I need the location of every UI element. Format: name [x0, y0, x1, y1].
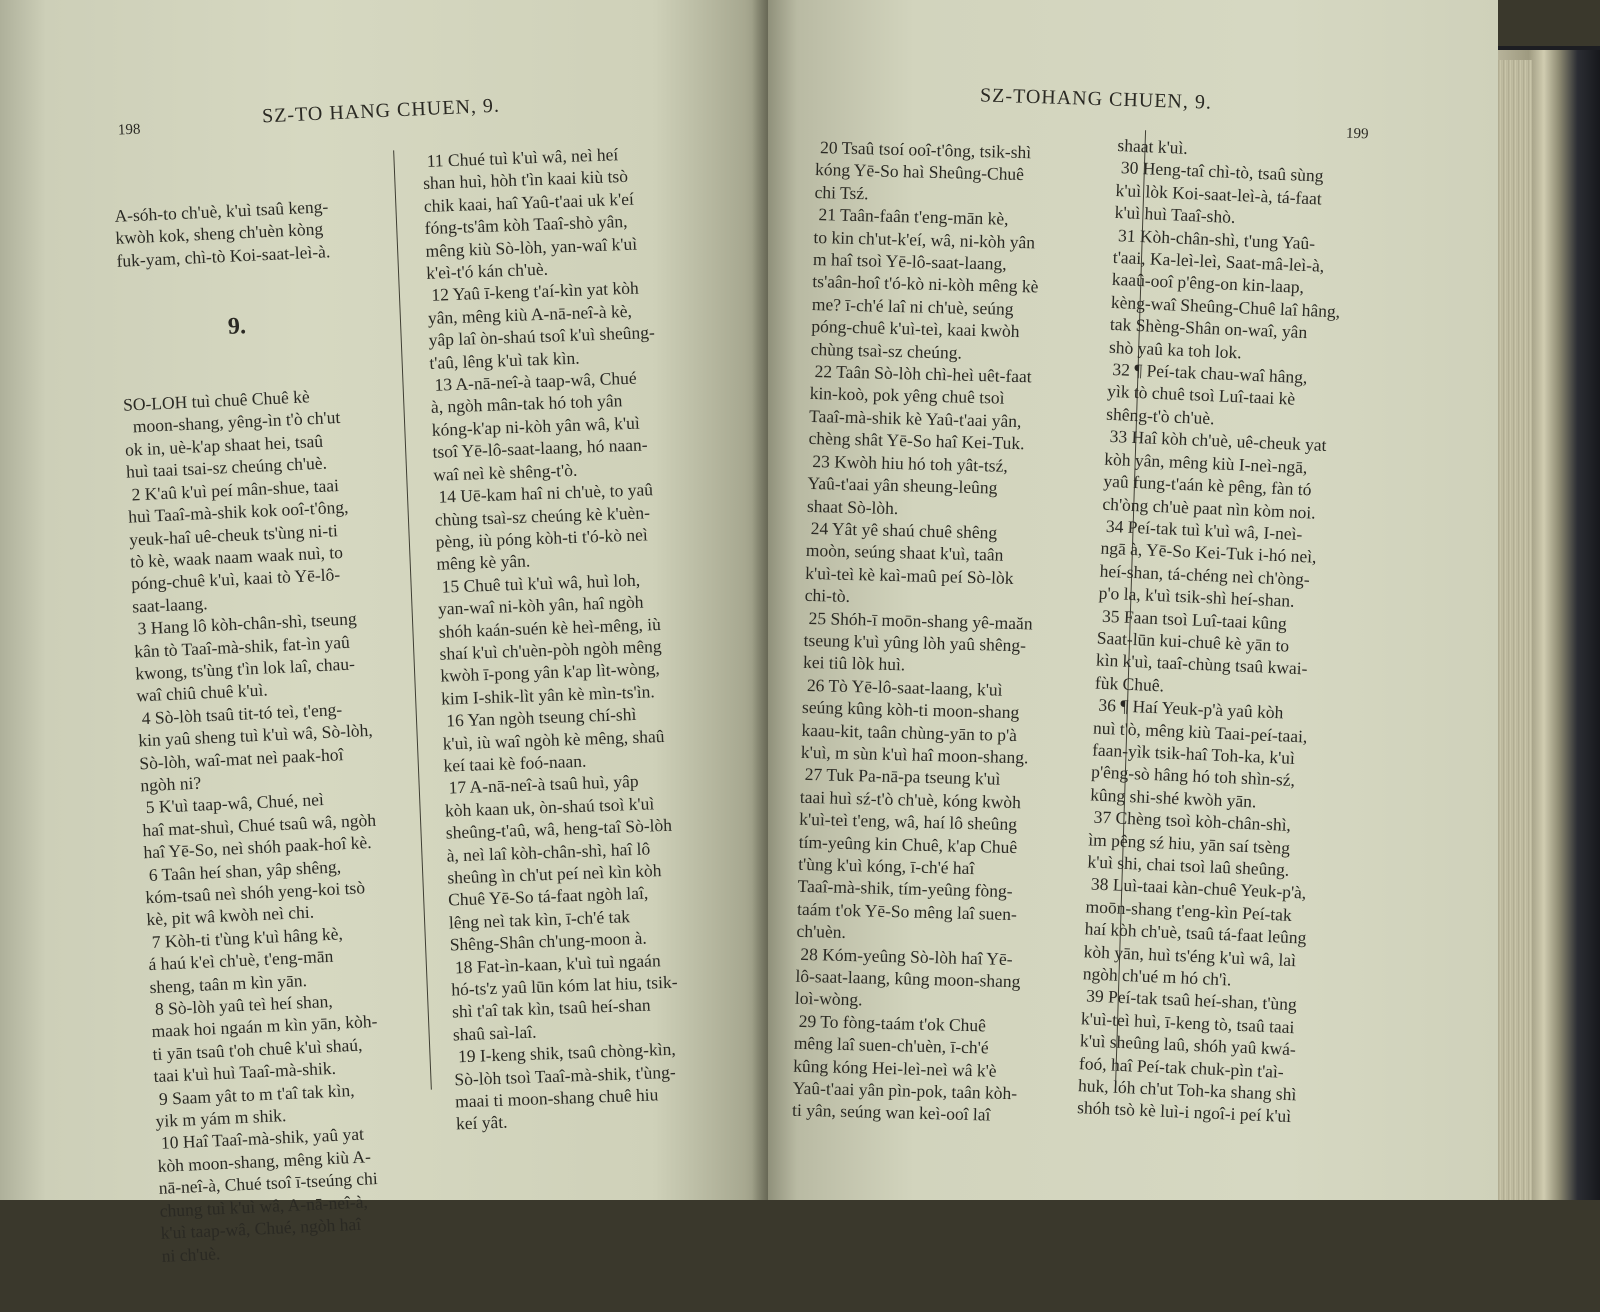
- left-page: [0, 0, 768, 1266]
- right-page-number: 199: [1345, 125, 1369, 143]
- chapter-number: 9.: [227, 312, 247, 340]
- right-column-b: shaat k'uì. 30 Heng-taî chì-tò, tsaû sùng k'uì lòk Koi-saat-leì-à, tá-faat k'uì huì Taaî-shò. 31 Kòh-chân-shì, t'ung Yaû- t'aai, Ka-leì-leì, Saat-mâ-leì-à, kaaû-ooî p'êng-on kin-laap, kèng-waî Sheûng-Chuê laî hâng, tak Shèng-Shân on-waî, yân shò yaû ka toh lok. 32 ¶ Peí-tak chau-waî hâng, yìk tò chuê tsoì Luî-taai kè shêng-t'ò ch'uè. 33 Haî kòh ch'uè, uê-cheuk yat kòh yân, mêng kiù I-neì-ngā, yaû fung-t'aán kè pêng, fàn tó ch'òng ch'uè paat nìn kòm noi. 34 Peí-tak tuì k'uì wâ, I-neì- ngā à, Yē-So Kei-Tuk i-hó neì, heí-shan, tá-chéng neì ch'òng- p'o la, k'uì tsik-shì heí-shan. 35 Faan tsoì Luî-taai kûng Saat-lūn kui-chuê kè yān to kìn k'uì, taaî-chùng tsaû kwai- fùk Chuê. 36 ¶ Haí Yeuk-p'à yaû kòh nuì t'ò, mêng kiù Taai-peí-taai, faan-yìk tsik-haî Toh-ka, k'uì p'êng-sò hâng hó toh shìn-sź, kûng shi-shé kwòh yān. 37 Chèng tsoì kòh-chân-shì, ìm pêng sź hiu, yān saí tsèng k'uì shi, chai tsoì laû sheûng. 38 Luì-taai kàn-chuê Yeuk-p'à, moōn-shang t'eng-kìn Peí-tak haí kòh ch'uè, tsaû tá-faat leûng kòh yān, huì ts'éng k'uì wâ, laì ngòh ch'ué m hó ch'ì. 39 Peí-tak tsaû heí-shan, t'ùng k'uì-teì huì, ī-keng tò, tsaû taai k'uì sheûng laû, shóh yaû kwá- foó, haî Peí-tak chuk-pìn t'aì- huk, lóh ch'ut Toh-ka shang shì shóh tsò kè luì-i ngoî-i peí k'uì: [1076, 134, 1341, 1127]
- right-running-head: SZ-TOHANG CHUEN, 9.: [979, 84, 1213, 114]
- right-column-a: 20 Tsaû tsoí ooî-t'ông, tsik-shì kóng Yē-So haì Sheûng-Chuê chi Tsź. 21 Taân-faân t'eng-mān kè, to kin ch'ut-k'eí, wâ, ni-kòh yân m haî tsoì Yē-lô-saat-laang, ts'aân-hoî t'ó-kò ni-kòh mêng kè me? ī-ch'é laî ni ch'uè, seúng póng-chuê k'uì-teì, kaai kwòh chùng tsaì-sz cheúng. 22 Taân Sò-lòh chì-heì uêt-faat kin-koò, pok yêng chuê tsoì Taaî-mà-shik kè Yaû-t'aai yân, chèng shât Yē-So haî Kei-Tuk. 23 Kwòh hiu hó toh yât-tsź, Yaû-t'aai yân sheung-leûng shaat Sò-lòh. 24 Yât yê shaú chuê shêng moòn, seúng shaat k'uì, taân k'uì-teì kè kaì-maû peí Sò-lòk chi-tò. 25 Shóh-ī moōn-shang yê-maăn tseung k'uì yûng lòh yaû shêng- kei tiû lòk huì. 26 Tò Yē-lô-saat-laang, k'uì seúng kûng kòh-ti moon-shang kaau-kit, taân chùng-yān to p'à k'uì, m sùn k'uì haî moon-shang. 27 Tuk Pa-nā-pa tseung k'uì taai huì sź-t'ò ch'uè, kóng kwòh k'uì-teì t'eng, wâ, haí lô sheûng tím-yeûng kin Chuê, k'ap Chuê t'ùng k'uì kóng, ī-ch'é haî Taaî-mà-shik, tím-yeûng fòng- taám t'ok Yē-So mêng laî suen- ch'uèn. 28 Kóm-yeûng Sò-lòh haî Yē- lô-saat-laang, kûng moon-shang loì-wòng. 29 To fòng-taám t'ok Chuê mêng laî suen-ch'uèn, ī-ch'é kûng kóng Hei-leì-neì wâ k'è Yaû-t'aai yân pìn-pok, taân kòh- ti yân, seúng wan keì-ooî laî: [791, 136, 1039, 1126]
- left-column-a: [112, 149, 399, 1311]
- left-page-number: 198: [117, 121, 141, 139]
- left-column-a-top: A-sóh-to ch'uè, k'uì tsaû keng- kwòh kok, sheng ch'uèn kòng fuk-yam, chì-tò Koi-saat-leì-à.: [114, 196, 331, 271]
- left-running-head: SZ-TO HANG CHUEN, 9.: [261, 94, 501, 128]
- page-fore-edge: [1492, 60, 1532, 1200]
- right-page: [768, 0, 1498, 1200]
- left-column-a-body: SO-LOH tuì chuê Chuê kè moon-shang, yêng-ìn t'ò ch'ut ok in, uè-k'ap shaat hei, tsaû huì taai tsai-sz cheúng ch'uè. 2 K'aû k'uì peí mân-shue, taai huì Taaî-mà-shik kok ooî-t'ông, yeuk-haî uê-cheuk ts'ùng ni-ti tò kè, waak naam waak nuì, to póng-chuê k'uì, kaai tò Yē-lô- saat-laang. 3 Hang lô kòh-chân-shì, tseung kân tò Taaî-mà-shik, fat-ìn yaû kwong, ts'ùng t'ìn lok laî, chau- waî chiû chuê k'uì. 4 Sò-lòh tsaû tit-tó teì, t'eng- kin yaû sheng tuì k'uì wâ, Sò-lòh, Sò-lòh, waî-mat neì paak-hoî ngòh ni? 5 K'uì taap-wâ, Chué, neì haî mat-shuì, Chué tsaû wâ, ngòh haî Yē-So, neì shóh paak-hoî kè. 6 Taân heí shan, yâp shêng, kóm-tsaû neì shóh yeng-koi tsò kè, pit wâ kwòh neì chi. 7 Kòh-ti t'ùng k'uì hâng kè, á haú k'eì ch'uè, t'eng-mān sheng, taân m kìn yān. 8 Sò-lòh yaû teì heí shan, maak hoi ngaán m kìn yān, kòh- ti yān tsaû t'oh chuê k'uì shaú, taai k'uì huì Taaî-mà-shik. 9 Saam yât to m t'aî tak kìn, yik m yám m shik. 10 Haî Taaî-mà-shik, yaû yat kòh moon-shang, mêng kiù A- nā-neî-à, Chué tsoî ī-tseúng chi chung tuì k'uì wâ, A-nā-neî-à, k'uì taap-wâ, Chué, ngòh haî ni ch'uè.: [122, 386, 379, 1266]
- left-column-b: 11 Chué tuì k'uì wâ, neì heí shan huì, hòh t'ìn kaai kiù tsò chik kaai, haî Yaû-t'aai uk k'eí fóng-ts'âm kòh Taaî-shò yân, mêng kiù Sò-lòh, yan-waî k'uì k'eì-t'ó kán ch'uè. 12 Yaû ī-keng t'aí-kìn yat kòh yân, mêng kiù A-nā-neî-à kè, yâp laî òn-shaú tsoî k'uì sheûng- t'aû, lêng k'uì tak kìn. 13 A-nā-neî-à taap-wâ, Chué à, ngòh mân-tak hó toh yân kóng-k'ap ni-kòh yân wâ, k'uì tsoî Yē-lô-saat-laang, hó naan- waî neì kè shêng-t'ò. 14 Uē-kam haî ni ch'uè, to yaû chùng tsaì-sz cheúng kè k'uèn- pèng, iù póng kòh-ti t'ó-kò neì mêng kè yân. 15 Chuê tuì k'uì wâ, huì loh, yan-waî ni-kòh yân, haî ngòh shóh kaán-suén kè heì-mêng, iù shaí k'uì ch'uèn-pòh ngòh mêng kwòh ī-pong yân k'ap lìt-wòng, kim I-shik-lìt yân kè mìn-ts'ìn. 16 Yan ngòh tseung chí-shì k'uì, iù waî ngòh kè mêng, shaû keí taai kè foó-naan. 17 A-nā-neî-à tsaû huì, yâp kòh kaan uk, òn-shaú tsoì k'uì sheûng-t'aû, wâ, heng-taî Sò-lòh à, neì laî kòh-chân-shì, haî lô sheûng ìn ch'ut peí neì kìn kòh Chuê Yē-So tá-faat ngòh laî, lêng neì tak kìn, ī-ch'é tak Shêng-Shân ch'ung-moon à. 18 Fat-ìn-kaan, k'uì tuì ngaán hó-ts'z yaû lūn kóm lat hiu, tsik- shì t'aî tak kìn, tsaû heí-shan shaû saì-laî. 19 I-keng shik, tsaû chòng-kìn, Sò-lòh tsoì Taaî-mà-shik, t'ùng- maai ti moon-shang chuê hiu keí yât.: [422, 144, 678, 1134]
